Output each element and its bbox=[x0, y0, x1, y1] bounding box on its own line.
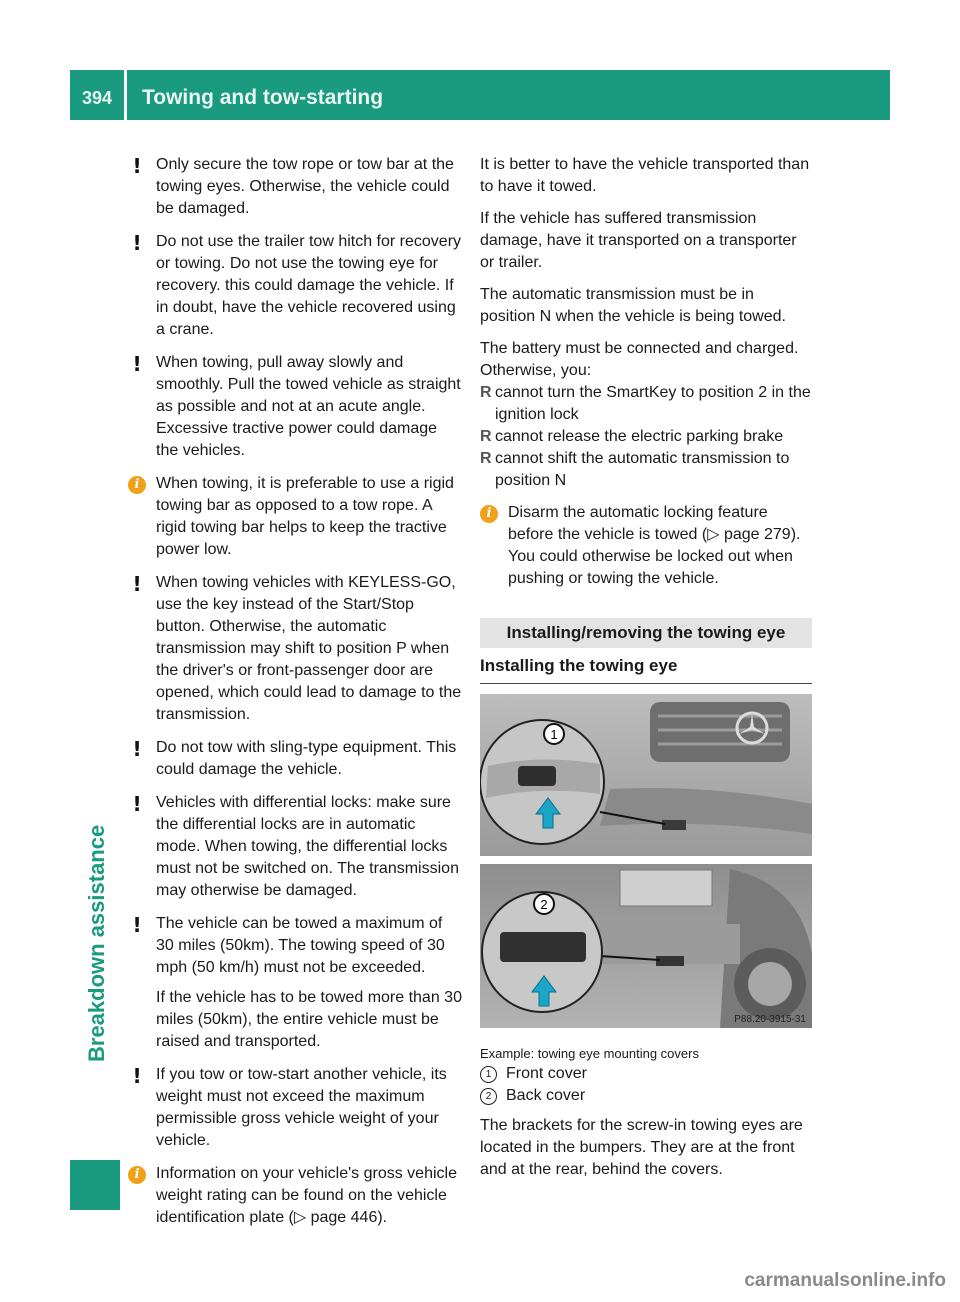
note-text: Only secure the tow rope or tow bar at the towing eyes. Otherwise, the vehicle could be damaged. bbox=[156, 156, 454, 217]
bullet-marker-icon: R bbox=[480, 384, 492, 401]
note-text: When towing, pull away slowly and smoothly. Pull the towed vehicle as straight as possible and not at an acute angle. Excessive tractive power could damage the vehicles. bbox=[156, 354, 461, 459]
warning-note bbox=[128, 1064, 462, 1152]
note-text: If you tow or tow-start another vehicle, its weight must not exceed the maximum permissible gross vehicle weight of your vehicle. bbox=[156, 1066, 447, 1149]
callout-number-icon: 1 bbox=[480, 1066, 497, 1083]
note-text: Vehicles with differential locks: make sure the differential locks are in automatic mode. When towing, the differential locks must not be switched on. The transmission may otherwise be damaged. bbox=[156, 794, 459, 899]
note-text: Information on your vehicle's gross vehicle weight rating can be found on the vehicle identification plate (▷ page 446). bbox=[156, 1165, 457, 1226]
note-text: When towing, it is preferable to use a rigid towing bar as opposed to a tow rope. A rigid towing bar helps to keep the tractive power low. bbox=[156, 475, 454, 558]
header-divider bbox=[124, 70, 127, 120]
paragraph: If the vehicle has suffered transmission damage, have it transported on a transporter or trailer. bbox=[480, 210, 797, 271]
watermark: carmanualsonline.info bbox=[744, 1270, 946, 1291]
exclamation-icon: ! bbox=[132, 1064, 142, 1088]
paragraph: The brackets for the screw-in towing eyes are located in the bumpers. They are at the front and at the rear, behind the covers. bbox=[480, 1117, 803, 1178]
bullet-marker-icon: R bbox=[480, 450, 492, 467]
section-side-tab bbox=[70, 1160, 120, 1210]
note-text: Do not use the trailer tow hitch for recovery or towing. Do not use the towing eye for recovery. this could damage the vehicle. If in doubt, have the vehicle recovered using a crane. bbox=[156, 233, 462, 338]
exclamation-icon: ! bbox=[132, 913, 142, 937]
legend-text: Front cover bbox=[506, 1065, 587, 1082]
warning-note bbox=[128, 572, 462, 726]
info-note bbox=[480, 502, 812, 590]
bullet-marker-icon: R bbox=[480, 428, 492, 445]
exclamation-icon: ! bbox=[132, 572, 142, 596]
exclamation-icon: ! bbox=[132, 231, 142, 255]
bullet-text: cannot release the electric parking brake bbox=[495, 428, 784, 445]
figure-caption: Example: towing eye mounting covers bbox=[480, 1046, 699, 1061]
callout-2-label: 2 bbox=[540, 897, 548, 912]
back-cover-spot bbox=[656, 956, 684, 966]
paragraph: The automatic transmission must be in position N when the vehicle is being towed. bbox=[480, 286, 786, 325]
front-cover-spot bbox=[662, 820, 686, 830]
subheading: Installing the towing eye bbox=[480, 655, 812, 684]
info-icon: i bbox=[128, 1166, 146, 1184]
left-column bbox=[128, 154, 462, 1240]
exclamation-icon: ! bbox=[132, 352, 142, 376]
bullet-text: cannot turn the SmartKey to position 2 in the ignition lock bbox=[495, 384, 811, 423]
right-column bbox=[480, 154, 812, 1191]
paragraph: Otherwise, you: bbox=[480, 362, 592, 379]
bullet-item bbox=[480, 448, 812, 492]
figure-code: P88.20-3915-31 bbox=[734, 1014, 806, 1025]
exclamation-icon: ! bbox=[132, 154, 142, 178]
warning-note bbox=[128, 231, 462, 341]
legend-item bbox=[480, 1063, 812, 1085]
paragraph: The battery must be connected and charged. bbox=[480, 340, 799, 357]
note-extra-text: If the vehicle has to be towed more than 30 miles (50km), the entire vehicle must be raised and transported. bbox=[156, 989, 462, 1050]
info-note bbox=[128, 1163, 462, 1229]
exclamation-icon: ! bbox=[132, 737, 142, 761]
front-cover bbox=[518, 766, 556, 786]
towing-eye-illustration bbox=[480, 694, 812, 1028]
note-text: Do not tow with sling-type equipment. This could damage the vehicle. bbox=[156, 739, 457, 778]
info-icon: i bbox=[480, 505, 498, 523]
callout-1-label: 1 bbox=[550, 727, 558, 742]
info-note bbox=[128, 473, 462, 561]
bullet-item bbox=[480, 382, 812, 426]
license-plate-area bbox=[620, 870, 712, 906]
note-text: When towing vehicles with KEYLESS-GO, use the key instead of the Start/Stop button. Otherwise, the automatic transmission may shift to position P when the driver's or front-passenger door are opened, which could lead to damage to the transmission. bbox=[156, 574, 462, 723]
back-cover bbox=[500, 932, 586, 962]
page-title: Towing and tow-starting bbox=[142, 86, 384, 109]
page-number: 394 bbox=[82, 88, 113, 108]
warning-note bbox=[128, 792, 462, 902]
bullet-item bbox=[480, 426, 812, 448]
info-icon: i bbox=[128, 476, 146, 494]
grille bbox=[650, 702, 790, 762]
warning-note bbox=[128, 737, 462, 781]
warning-note bbox=[128, 154, 462, 220]
legend-text: Back cover bbox=[506, 1087, 586, 1104]
exclamation-icon: ! bbox=[132, 792, 142, 816]
bullet-text: cannot shift the automatic transmission to position N bbox=[495, 450, 790, 489]
warning-note bbox=[128, 352, 462, 462]
note-text: The vehicle can be towed a maximum of 30 miles (50km). The towing speed of 30 mph (50 km/h) must not be exceeded. bbox=[156, 915, 445, 976]
legend-item bbox=[480, 1085, 812, 1107]
paragraph: It is better to have the vehicle transported than to have it towed. bbox=[480, 156, 810, 195]
section-heading: Installing/removing the towing eye bbox=[480, 618, 812, 648]
towing-eye-figure bbox=[480, 694, 812, 1035]
warning-note bbox=[128, 913, 462, 1053]
section-side-label: Breakdown assistance bbox=[84, 824, 109, 1062]
note-text: Disarm the automatic locking feature before the vehicle is towed (▷ page 279). You could otherwise be locked out when pushing or towing the vehicle. bbox=[508, 504, 801, 587]
callout-number-icon: 2 bbox=[480, 1088, 497, 1105]
